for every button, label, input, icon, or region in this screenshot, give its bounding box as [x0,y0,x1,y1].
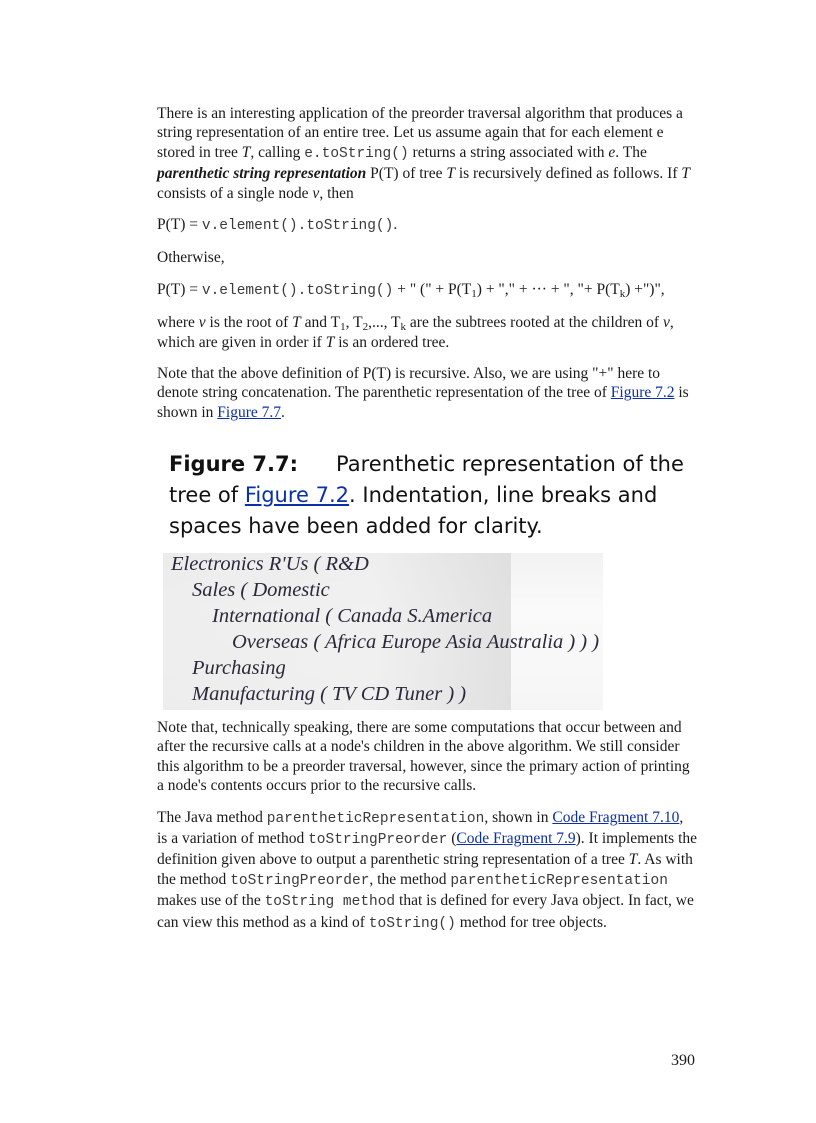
code-inline: toStringPreorder [308,832,448,849]
text: The Java method [157,808,267,826]
text: , shown in [484,808,553,826]
text: ). It implements the definition given above to output a parenthetic string representation of a tree [157,830,698,869]
text: , then [319,184,354,202]
text: returns a string associated with [408,143,609,161]
subscript: k [619,287,626,300]
text: v [312,184,320,202]
text: e [608,143,616,161]
paragraph-intro [157,104,697,203]
code-inline: toString method [264,894,396,911]
text: v [662,314,670,332]
text: . [281,403,285,421]
text: is recursively defined as follows. If [454,165,682,183]
text: that is defined for every Java object. In fact, we can view this method as a kind of [157,892,694,931]
text: T [292,314,301,332]
caption-link-figure-7-2[interactable]: Figure 7.2 [244,483,350,507]
text: makes use of the [157,892,265,910]
figure-label: Figure 7.7: [169,452,299,476]
paragraph-where [157,313,697,352]
text: . [393,216,398,234]
code-inline: toStringPreorder [230,872,370,889]
text: T [628,851,638,869]
figure-image [163,553,603,710]
tree-line: Overseas ( Africa Europe Asia Australia ) ) ) [232,631,600,653]
text: There is an interesting application of the preorder traversal algorithm that produces a string representation of an entire tree. Let us assume again that for each element e stored in tree [157,105,683,161]
text: T [241,143,251,161]
text: ) +")", [625,280,665,298]
code-inline: parentheticRepresentation [266,810,485,827]
tree-line: Electronics R'Us ( R&D [171,553,369,575]
text: , calling [250,143,305,161]
tree-line: Purchasing [192,657,286,679]
otherwise-text: Otherwise, [157,249,225,267]
paragraph-java-method [157,808,697,934]
tree-line: Sales ( Domestic [192,579,330,601]
caption-text: Parenthetic representation of the tree of [169,452,684,507]
text: Note that the above definition of P(T) is recursive. Also, we are using "+" here to denote string concatenation. The parenthetic representation of the tree of [157,365,661,402]
text: ,..., T [368,314,401,332]
code-inline: e.toString() [304,145,409,162]
text: are the subtrees rooted at the children of [406,314,663,332]
paragraph-note-computations: Note that, technically speaking, there are some computations that occur between and after the recursive calls at a node's children in the above algorithm. We still consider this algorithm to be a preorder traversal, however, since the primary action of printing a node's contents occurs prior to the recursive calls. [157,719,690,795]
text: , the method [369,870,451,888]
text: is the root of [205,314,293,332]
link-figure-7-2[interactable]: Figure 7.2 [610,384,675,402]
text: T [325,333,335,351]
page-number: 390 [671,1052,695,1069]
text: , T [345,314,363,332]
subscript: 1 [471,287,477,300]
text: and T [300,314,341,332]
formula-single-node [157,215,697,236]
text: is an ordered tree. [334,333,450,351]
subscript: 2 [362,321,369,334]
subscript: k [400,321,407,334]
tree-line: Manufacturing ( TV CD Tuner ) ) [192,683,467,705]
text: where [157,314,199,332]
link-code-fragment-7-10[interactable]: Code Fragment 7.10 [552,808,680,826]
code-inline: parentheticRepresentation [450,872,668,889]
term-emphasis: parenthetic string representation [157,165,367,183]
text: ( [447,830,457,848]
text: is shown in [157,384,689,421]
subscript: 1 [340,321,346,334]
main-text [157,104,697,422]
figure-caption [169,449,709,542]
link-figure-7-7[interactable]: Figure 7.7 [217,403,282,421]
text: , which are given in order if [157,314,674,351]
text: T [681,165,691,183]
code-inline: toString() [368,915,456,932]
caption-text: . Indentation, line breaks and spaces have been added for clarity. [169,483,658,538]
text: method for tree objects. [455,913,607,931]
tree-line: International ( Canada S.America [212,605,493,627]
text: T [446,165,455,183]
formula-lhs: P(T) = [157,216,202,234]
text: . As with the method [157,851,693,888]
code-inline: v.element().toString() [201,218,394,235]
text: consists of a single node [157,184,313,202]
lower-text [157,718,697,934]
formula-lhs: P(T) = [157,280,202,298]
text: P(T) of tree [366,165,447,183]
code-inline: v.element().toString() [201,282,394,299]
text: . The [615,143,647,161]
paragraph-note-recursive [157,364,697,422]
text: + " (" + P(T [393,280,472,298]
formula-recursive [157,280,697,301]
text: , is a variation of method [157,808,684,848]
link-code-fragment-7-9[interactable]: Code Fragment 7.9 [456,830,576,848]
text: v [198,314,206,332]
text: ) + "," + ··· + ", "+ P(T [476,280,620,298]
